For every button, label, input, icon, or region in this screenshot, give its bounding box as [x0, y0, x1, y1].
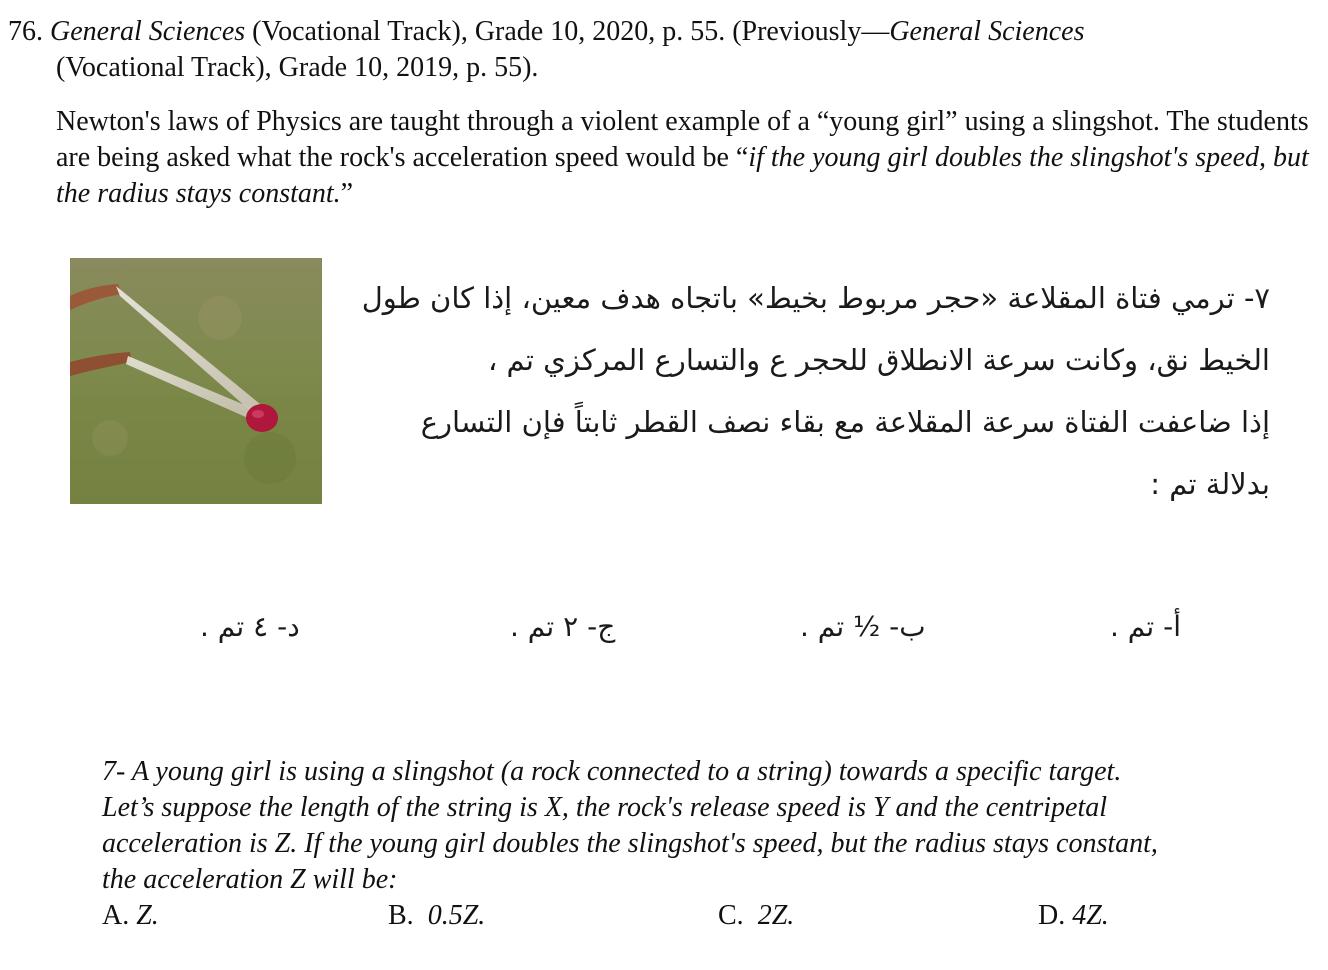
choice-c-value: 2Z.	[757, 900, 795, 931]
choice-a-letter: A.	[102, 900, 130, 931]
choice-b-value: 0.5Z.	[427, 900, 486, 931]
translation-line-2: Let’s suppose the length of the string is X, the rock's release speed is Y and the centripetal	[102, 792, 1108, 823]
translation-line-1: 7- A young girl is using a slingshot (a rock connected to a string) towards a specific target.	[102, 756, 1122, 787]
translation-line-3: acceleration is Z. If the young girl doubles the slingshot's speed, but the radius stays constant,	[102, 828, 1158, 859]
arabic-line-2: الخيط نق، وكانت سرعة الانطلاق للحجر ع والتسارع المركزي تم ،	[487, 343, 1270, 377]
arabic-line-3: إذا ضاعفت الفتاة سرعة المقلاعة مع بقاء نصف القطر ثابتاً فإن التسارع	[420, 405, 1270, 439]
choice-c	[718, 900, 794, 932]
choice-c-letter: C.	[718, 900, 744, 931]
arabic-line-4: بدلالة تم :	[1150, 467, 1270, 501]
arabic-choice-b: ب- ½ تم .	[800, 610, 926, 643]
description-text: Newton's laws of Physics are taught through a violent example of a “young girl” using a slingshot. The students are being asked what the rock's acceleration speed would be “	[56, 106, 1309, 173]
choice-a-value: Z.	[136, 900, 159, 931]
citation-details: (Vocational Track), Grade 10, 2020, p. 55. (Previously—	[245, 16, 890, 47]
previous-book-title: General Sciences	[889, 16, 1085, 47]
entry-number: 76.	[8, 16, 43, 47]
citation-entry	[8, 14, 1308, 86]
arabic-choices	[200, 600, 1220, 690]
description-close-quote: ”	[340, 178, 354, 209]
arabic-line-1: ٧- ترمي فتاة المقلاعة «حجر مربوط بخيط» باتجاه هدف معين، إذا كان طول	[361, 281, 1270, 315]
english-translation	[102, 754, 1302, 898]
arabic-choice-c: ج- ٢ تم .	[510, 610, 616, 643]
citation-line-1	[8, 14, 1308, 50]
arabic-choice-a: أ- تم .	[1110, 610, 1182, 643]
choice-d-letter: D.	[1038, 900, 1066, 931]
choice-d	[1038, 900, 1109, 932]
description-paragraph	[56, 104, 1316, 212]
arabic-choice-d: د- ٤ تم .	[200, 610, 300, 643]
book-title: General Sciences	[50, 16, 246, 47]
translation-line-4: the acceleration Z will be:	[102, 864, 398, 895]
choice-a	[102, 900, 159, 932]
english-choices	[102, 900, 1302, 940]
choice-b	[388, 900, 485, 932]
slingshot-photo-icon	[70, 258, 322, 504]
description-quote: if the young girl doubles the slingshot's speed, but the radius stays constant.	[56, 142, 1309, 209]
arabic-question	[340, 270, 1270, 518]
citation-line-2: (Vocational Track), Grade 10, 2019, p. 55).	[56, 52, 539, 83]
choice-b-letter: B.	[388, 900, 414, 931]
choice-d-value: 4Z.	[1072, 900, 1109, 931]
